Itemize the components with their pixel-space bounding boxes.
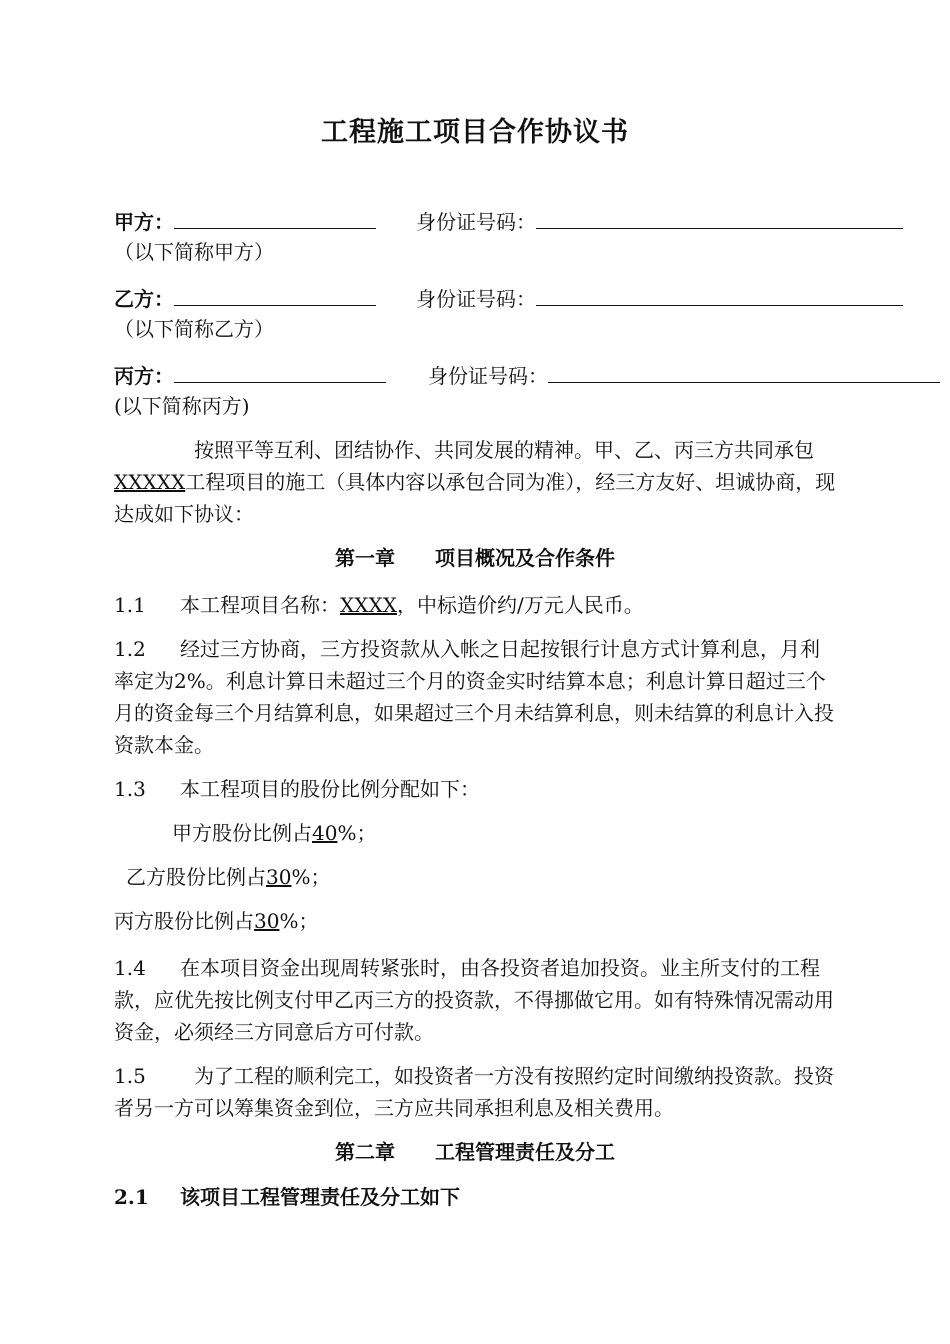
party-b-id-label: 身份证号码： xyxy=(416,287,536,311)
party-c-note: (以下简称丙方) xyxy=(114,394,250,418)
clause-1-1-pre: 本工程项目名称： xyxy=(180,593,340,617)
party-c-id-field[interactable] xyxy=(548,358,940,383)
clause-1-4-number: 1.4 xyxy=(114,956,146,980)
party-c-id-label: 身份证号码： xyxy=(428,364,548,388)
clause-1-1 xyxy=(114,589,836,621)
chapter-1-heading xyxy=(0,542,950,574)
party-a-id-row xyxy=(416,204,903,238)
party-a-label: 甲方： xyxy=(114,210,174,234)
share-c-label: 丙方股份比例占 xyxy=(114,909,254,933)
share-c-value: 30 xyxy=(254,909,280,933)
intro-text-1: 按照平等互利、团结协作、共同发展的精神。甲、乙、丙三方共同承包 xyxy=(194,438,814,462)
chapter-2-number: 第二章 xyxy=(335,1140,395,1164)
clause-1-1-post: ，中标造价约/万元人民币。 xyxy=(396,593,644,617)
share-b-suffix: %； xyxy=(291,865,331,889)
intro-text-2: 工程项目的施工（具体内容以承包合同为准），经三方友好、坦诚协商，现达成如下协议： xyxy=(114,470,836,526)
share-c-suffix: %； xyxy=(279,909,319,933)
clause-2-1-text: 该项目工程管理责任及分工如下 xyxy=(180,1185,460,1209)
party-b-note: （以下简称乙方） xyxy=(114,317,274,341)
clause-1-4 xyxy=(114,952,836,1048)
party-b-label: 乙方： xyxy=(114,287,174,311)
party-a-id-field[interactable] xyxy=(536,204,903,229)
clause-1-1-project: XXXX xyxy=(340,593,397,617)
party-c-row xyxy=(114,358,386,392)
clause-2-1-number: 2.1 xyxy=(114,1185,149,1209)
clause-2-1 xyxy=(114,1181,836,1213)
share-b-label: 乙方股份比例占 xyxy=(126,865,266,889)
clause-1-5 xyxy=(114,1060,836,1124)
share-a-value: 40 xyxy=(312,821,338,845)
share-party-c xyxy=(114,905,318,937)
intro-paragraph xyxy=(114,434,836,530)
clause-1-1-number: 1.1 xyxy=(114,593,146,617)
clause-1-2-number: 1.2 xyxy=(114,637,146,661)
share-party-b xyxy=(126,861,330,893)
party-c-label: 丙方： xyxy=(114,364,174,388)
chapter-2-heading xyxy=(0,1136,950,1168)
chapter-1-title: 项目概况及合作条件 xyxy=(435,546,615,570)
clause-1-4-text: 在本项目资金出现周转紧张时，由各投资者追加投资。业主所支付的工程款，应优先按比例支付甲乙丙三方的投资款，不得挪做它用。如有特殊情况需动用资金，必须经三方同意后方可付款。 xyxy=(114,956,834,1044)
party-a-row xyxy=(114,204,376,238)
party-a-name-field[interactable] xyxy=(174,204,376,229)
party-b-id-field[interactable] xyxy=(536,281,903,306)
clause-1-2-text: 经过三方协商，三方投资款从入帐之日起按银行计息方式计算利息，月利率定为2%。利息计算日未超过三个月的资金实时结算本息；利息计算日超过三个月的资金每三个月结算利息，如果超过三个月未结算利息，则未结算的利息计入投资款本金。 xyxy=(114,637,834,757)
clause-1-3 xyxy=(114,773,836,805)
document-title: 工程施工项目合作协议书 xyxy=(321,117,629,148)
clause-1-3-number: 1.3 xyxy=(114,777,146,801)
share-b-value: 30 xyxy=(266,865,292,889)
clause-1-3-text: 本工程项目的股份比例分配如下： xyxy=(180,777,480,801)
chapter-2-title: 工程管理责任及分工 xyxy=(435,1140,615,1164)
clause-1-5-number: 1.5 xyxy=(114,1064,146,1088)
clause-1-5-text: 为了工程的顺利完工，如投资者一方没有按照约定时间缴纳投资款。投资者另一方可以筹集资金到位，三方应共同承担利息及相关费用。 xyxy=(114,1064,834,1120)
intro-project-name: XXXXX xyxy=(114,470,186,494)
share-a-suffix: %； xyxy=(337,821,377,845)
share-party-a xyxy=(172,817,376,849)
clause-1-2 xyxy=(114,633,836,761)
chapter-1-number: 第一章 xyxy=(335,546,395,570)
party-b-id-row xyxy=(416,281,903,315)
party-b-name-field[interactable] xyxy=(174,281,376,306)
party-a-note: （以下简称甲方） xyxy=(114,240,274,264)
share-a-label: 甲方股份比例占 xyxy=(172,821,312,845)
party-c-name-field[interactable] xyxy=(174,358,386,383)
party-a-id-label: 身份证号码： xyxy=(416,210,536,234)
party-c-id-row xyxy=(428,358,940,392)
party-b-row xyxy=(114,281,376,315)
